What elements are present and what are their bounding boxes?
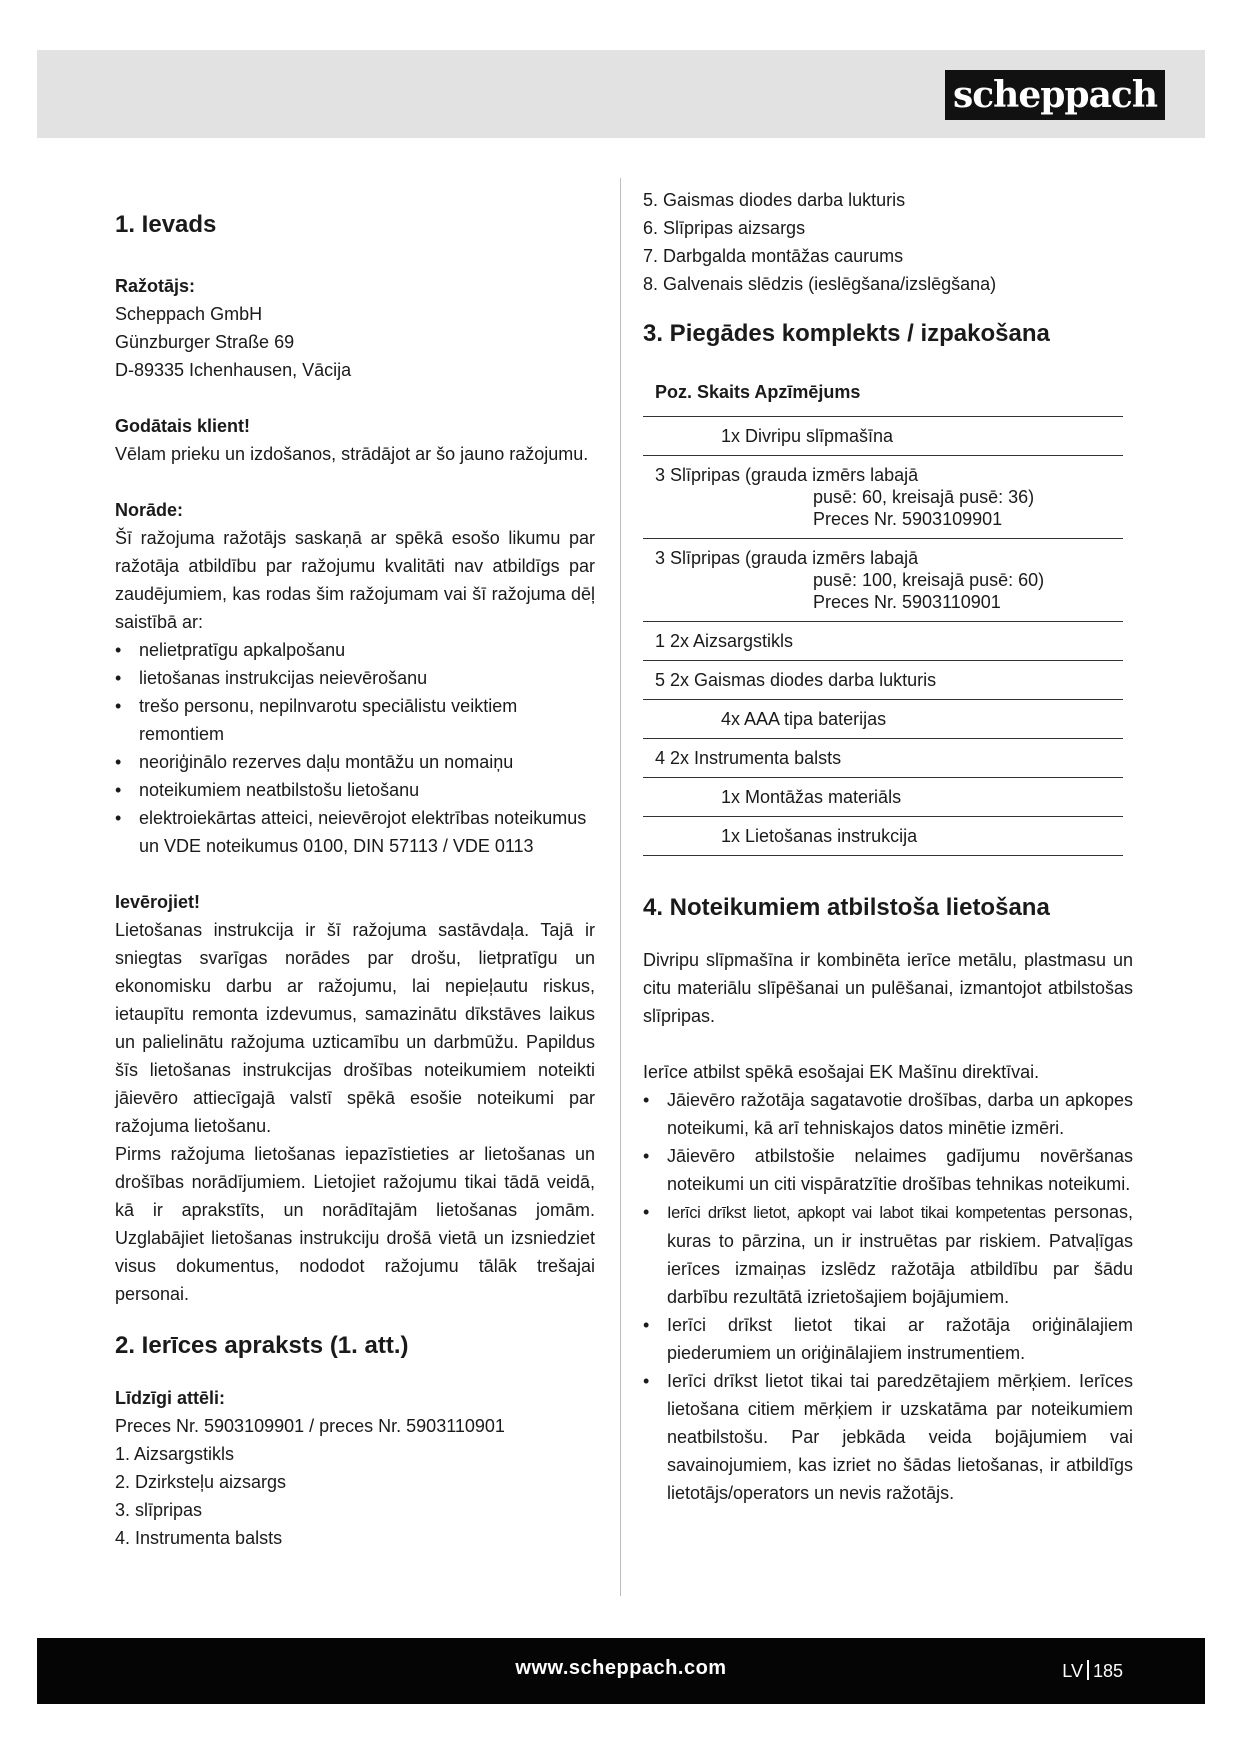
list-item: • noteikumiem neatbilstošu lietošanu	[115, 776, 595, 804]
list-item: 4. Instrumenta balsts	[115, 1528, 283, 1548]
table-row: 3 Slīpripas (grauda izmērs labajā pusē: 100, kreisajā pusē: 60) Preces Nr. 5903110901	[643, 539, 1123, 622]
observe-label: Ievērojiet!	[115, 892, 201, 912]
note-label: Norāde:	[115, 500, 184, 520]
delivery-table	[643, 370, 1123, 856]
intended-use-bullets	[643, 1086, 1133, 1507]
list-item: 1. Aizsargstikls	[115, 1444, 235, 1464]
table-row: 3 Slīpripas (grauda izmērs labajā pusē: 60, kreisajā pusē: 36) Preces Nr. 5903109901	[643, 456, 1123, 539]
dear-customer-label: Godātais klient!	[115, 416, 251, 436]
table-row: 5 2x Gaismas diodes darba lukturis	[643, 661, 1123, 700]
intended-use-paragraph: Ierīce atbilst spēkā esošajai EK Mašīnu direktīvai.	[643, 1062, 1040, 1082]
table-row: 1x Lietošanas instrukcija	[643, 817, 1123, 856]
list-item: • Ierīci drīkst lietot, apkopt vai labot tikai kompetentas personas, kuras to pārzina, un ir instruētas par riskiem. Patvaļīgas ierīces izmaiņas izslēdz ražotāja atbildību par šādu darbību rezultātā izrietošajiem bojājumiem.	[643, 1198, 1133, 1311]
scheppach-logo: scheppach	[945, 70, 1165, 120]
list-item: • nelietpratīgu apkalpošanu	[115, 636, 595, 664]
left-column	[115, 186, 595, 1552]
similar-images-text: Preces Nr. 5903109901 / preces Nr. 5903110901	[115, 1416, 505, 1436]
manufacturer-line: Günzburger Straße 69	[115, 332, 295, 352]
list-item: • trešo personu, nepilnvarotu speciālistu veiktiem remontiem	[115, 692, 595, 748]
list-item: • Jāievēro ražotāja sagatavotie drošības, darba un apkopes noteikumi, kā arī tehniskajos datos minētie izmēri.	[643, 1086, 1133, 1142]
footer-band	[37, 1638, 1205, 1704]
website-link[interactable]: www.scheppach.com	[515, 1657, 727, 1679]
list-item: 6. Slīpripas aizsargs	[643, 218, 806, 238]
section-1-title: 1. Ievads	[115, 211, 217, 238]
table-row: 1x Montāžas materiāls	[643, 778, 1123, 817]
list-item: • Ierīci drīkst lietot tikai tai paredzētajiem mērķiem. Ierīces lietošana citiem mērķiem ir uzskatāma par noteikumiem neatbilstošu. Par jebkāda veida bojājumiem vai savainojumiem, kas izriet no šādas lietošanas, ir atbildīgs lietotājs/operators un nevis ražotājs.	[643, 1367, 1133, 1507]
page-number: LV 185	[1062, 1661, 1123, 1681]
list-item: • Ierīci drīkst lietot tikai ar ražotāja oriģinālajiem piederumiem un oriģinālajiem instrumentiem.	[643, 1311, 1133, 1367]
manufacturer-line: Scheppach GmbH	[115, 304, 263, 324]
section-4-title: 4. Noteikumiem atbilstoša lietošana	[643, 894, 1050, 921]
manufacturer-line: D-89335 Ichenhausen, Vācija	[115, 360, 352, 380]
parts-list	[115, 1440, 595, 1552]
note-text: Šī ražojuma ražotājs saskaņā ar spēkā esošo likumu par ražotāja atbildību par ražojumu kvalitāti nav atbildīgs par zaudējumiem, kas rodas šim ražojumam vai šī ražojuma dēļ saistībā ar:	[115, 528, 595, 632]
list-item: • neoriģinālo rezerves daļu montāžu un nomaiņu	[115, 748, 595, 776]
table-row: 4x AAA tipa baterijas	[643, 700, 1123, 739]
note-bullet-list	[115, 636, 595, 860]
list-item: 5. Gaismas diodes darba lukturis	[643, 190, 906, 210]
table-row: 4 2x Instrumenta balsts	[643, 739, 1123, 778]
section-2-title: 2. Ierīces apraksts (1. att.)	[115, 1332, 409, 1359]
list-item: • lietošanas instrukcijas neievērošanu	[115, 664, 595, 692]
section-3-title: 3. Piegādes komplekts / izpakošana	[643, 320, 1050, 347]
list-item: 3. slīpripas	[115, 1500, 203, 1520]
parts-list-continued	[643, 186, 1133, 298]
observe-paragraph: Pirms ražojuma lietošanas iepazīstieties ar lietošanas un drošības norādījumiem. Lietojiet ražojumu tikai tādā veidā, kā ir aprakstīts, un norādītajām lietošanas jomām. Uzglabājiet lietošanas instrukciju drošā vietā un izsniedziet visus dokumentus, nododot ražojumu tālāk trešajai personai.	[115, 1144, 595, 1304]
list-item: • Jāievēro atbilstošie nelaimes gadījumu novēršanas noteikumi un citi vispāratzītie drošības tehnikas noteikumi.	[643, 1142, 1133, 1198]
list-item: 8. Galvenais slēdzis (ieslēgšana/izslēgšana)	[643, 274, 997, 294]
list-item: 7. Darbgalda montāžas caurums	[643, 246, 904, 266]
list-item: • elektroiekārtas atteici, neievērojot elektrības noteikumus un VDE noteikumus 0100, DIN 57113 / VDE 0113	[115, 804, 595, 860]
list-item: 2. Dzirksteļu aizsargs	[115, 1472, 287, 1492]
intended-use-paragraph: Divripu slīpmašīna ir kombinēta ierīce metālu, plastmasu un citu materiālu slīpēšanai un pulēšanai, izmantojot atbilstošas slīpripas.	[643, 950, 1133, 1026]
manufacturer-label: Ražotājs:	[115, 276, 196, 296]
table-row: 1 2x Aizsargstikls	[643, 622, 1123, 661]
right-column	[643, 186, 1133, 1507]
header-band	[37, 50, 1205, 138]
similar-images-label: Līdzīgi attēli:	[115, 1388, 225, 1408]
observe-paragraph: Lietošanas instrukcija ir šī ražojuma sastāvdaļa. Tajā ir sniegtas svarīgas norādes par drošu, lietpratīgu un ekonomisku darbu ar ražojumu, lai nepieļautu riskus, ietaupītu remonta izdevumus, samazinātu dīkstāves laikus un palielinātu ražojuma uzticamību un darbmūžu. Papildus šīs lietošanas instrukcijas drošības noteikumiem noteikti jāievēro attiecīgajā valstī spēkā esošie noteikumi par ražojuma lietošanu.	[115, 920, 595, 1136]
column-divider	[620, 178, 621, 1596]
dear-customer-text: Vēlam prieku un izdošanos, strādājot ar šo jauno ražojumu.	[115, 444, 589, 464]
table-row: 1x Divripu slīpmašīna	[643, 417, 1123, 456]
table-header: Poz. Skaits Apzīmējums	[643, 370, 1123, 417]
